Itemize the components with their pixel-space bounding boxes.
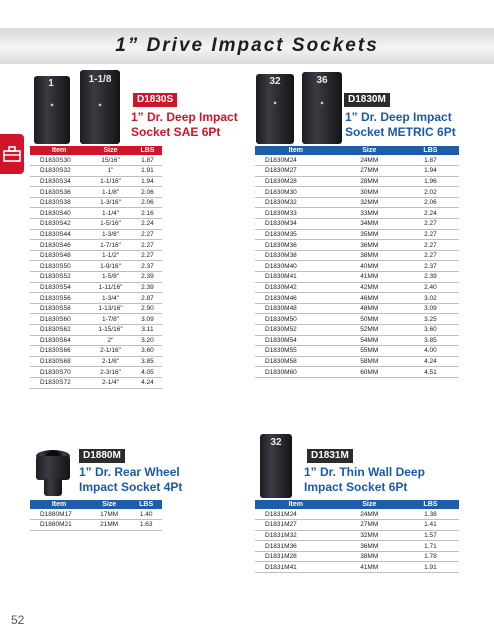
table-row (255, 346, 459, 357)
table-row (255, 335, 459, 346)
size-cell: 32MM (337, 197, 402, 208)
item-cell: D1830S48 (30, 250, 88, 261)
item-cell: D1830M48 (255, 303, 337, 314)
item-cell: D1830M30 (255, 187, 337, 198)
weight-cell: 1.91 (402, 562, 459, 573)
size-cell: 27MM (337, 166, 402, 177)
item-cell: D1831M28 (255, 551, 337, 562)
table-row (30, 176, 162, 187)
size-cell: 50MM (337, 314, 402, 325)
weight-cell: 1.96 (402, 176, 459, 187)
weight-cell: 1.57 (402, 530, 459, 541)
table-row (30, 187, 162, 198)
product-title-line: 1” Dr. Deep Impact (131, 110, 238, 124)
table-row (30, 303, 162, 314)
item-cell: D1830S62 (30, 325, 88, 336)
size-cell: 38MM (337, 250, 402, 261)
size-cell: 60MM (337, 367, 402, 378)
product-title-line: Impact Socket 4Pt (79, 480, 183, 494)
weight-cell: 2.90 (133, 303, 162, 314)
table-row (30, 367, 162, 378)
table-row (30, 208, 162, 219)
item-cell: D1830S64 (30, 335, 88, 346)
item-cell: D1830S46 (30, 240, 88, 251)
size-cell: 33MM (337, 208, 402, 219)
page-number: 52 (11, 613, 25, 627)
size-cell: 1-1/4" (88, 208, 133, 219)
table-row (255, 314, 459, 325)
table-row (30, 282, 162, 293)
item-cell: D1830M28 (255, 176, 337, 187)
size-cell: 58MM (337, 356, 402, 367)
weight-cell: 3.60 (133, 346, 162, 357)
item-cell: D1831M24 (255, 509, 337, 520)
size-cell: 36MM (337, 240, 402, 251)
item-cell: D1830S50 (30, 261, 88, 272)
item-cell: D1830M38 (255, 250, 337, 261)
table-row (255, 261, 459, 272)
size-cell: 2-1/16" (88, 346, 133, 357)
spec-table-d1830m (255, 146, 459, 378)
size-cell: 1-11/16" (88, 282, 133, 293)
item-cell: D1830S32 (30, 166, 88, 177)
item-cell: D1830M52 (255, 325, 337, 336)
page-title: 1” Drive Impact Sockets (115, 35, 379, 56)
weight-cell: 1.87 (133, 155, 162, 166)
product-title (79, 465, 182, 495)
table-row (30, 325, 162, 336)
item-cell: D1830S58 (30, 303, 88, 314)
size-cell: 30MM (337, 187, 402, 198)
item-cell: D1830M60 (255, 367, 337, 378)
size-cell: 1-15/16" (88, 325, 133, 336)
column-header: Size (88, 500, 130, 509)
size-cell: 54MM (337, 335, 402, 346)
size-cell: 17MM (88, 509, 130, 520)
spec-table-d1831m (255, 500, 459, 573)
table-row (255, 176, 459, 187)
product-title-line: 1” Dr. Thin Wall Deep (304, 465, 425, 479)
table-row (255, 219, 459, 230)
column-header: LBS (130, 500, 162, 509)
weight-cell: 2.27 (133, 240, 162, 251)
product-title-line: 1” Dr. Deep Impact (345, 110, 452, 124)
item-cell: D1830S66 (30, 346, 88, 357)
weight-cell: 1.78 (402, 551, 459, 562)
weight-cell: 4.24 (402, 356, 459, 367)
column-header: Size (337, 146, 402, 155)
size-cell: 52MM (337, 325, 402, 336)
item-cell: D1830S38 (30, 197, 88, 208)
table-row (30, 314, 162, 325)
table-row (30, 356, 162, 367)
weight-cell: 2.02 (402, 187, 459, 198)
weight-cell: 1.63 (130, 520, 162, 531)
size-cell: 24MM (337, 509, 402, 520)
column-header: Size (88, 146, 133, 155)
table-row (255, 520, 459, 531)
item-cell: D1831M36 (255, 541, 337, 552)
brand-logo: ◆ (320, 100, 324, 105)
table-row (255, 208, 459, 219)
weight-cell: 4.24 (133, 377, 162, 388)
socket-size-label: 32 (270, 437, 282, 448)
size-cell: 15/16" (88, 155, 133, 166)
table-row (30, 261, 162, 272)
weight-cell: 1.94 (133, 176, 162, 187)
product-code-badge: D1880M (79, 449, 125, 463)
socket-size-label: 32 (269, 76, 281, 87)
table-row (255, 293, 459, 304)
size-cell: 1-3/8" (88, 229, 133, 240)
column-header: LBS (402, 500, 459, 509)
weight-cell: 1.91 (133, 166, 162, 177)
item-cell: D1830S72 (30, 377, 88, 388)
weight-cell: 3.09 (402, 303, 459, 314)
table-row (255, 530, 459, 541)
weight-cell: 2.24 (133, 219, 162, 230)
item-cell: D1830S44 (30, 229, 88, 240)
weight-cell: 2.39 (133, 272, 162, 283)
table-row (255, 509, 459, 520)
table-row (30, 197, 162, 208)
size-cell: 35MM (337, 229, 402, 240)
toolbox-icon (2, 144, 22, 164)
weight-cell: 3.09 (133, 314, 162, 325)
item-cell: D1830M46 (255, 293, 337, 304)
socket-size-label: 1 (48, 78, 54, 89)
column-header: LBS (133, 146, 162, 155)
weight-cell: 2.40 (402, 282, 459, 293)
weight-cell: 2.39 (402, 272, 459, 283)
weight-cell: 2.39 (133, 282, 162, 293)
table-row (255, 229, 459, 240)
spec-table-d1830s (30, 146, 162, 389)
table-row (30, 229, 162, 240)
socket-size-label: 1-1/8 (88, 74, 112, 85)
weight-cell: 3.25 (402, 314, 459, 325)
size-cell: 46MM (337, 293, 402, 304)
size-cell: 2-1/8" (88, 356, 133, 367)
item-cell: D1831M32 (255, 530, 337, 541)
table-row (30, 240, 162, 251)
size-cell: 1-1/16" (88, 176, 133, 187)
size-cell: 38MM (337, 551, 402, 562)
weight-cell: 3.02 (402, 293, 459, 304)
item-cell: D1830M58 (255, 356, 337, 367)
item-cell: D1830S68 (30, 356, 88, 367)
size-cell: 41MM (337, 562, 402, 573)
weight-cell: 1.71 (402, 541, 459, 552)
weight-cell: 2.87 (133, 293, 162, 304)
table-row (30, 250, 162, 261)
product-title-line: 1” Dr. Rear Wheel (79, 465, 180, 479)
size-cell: 2-1/4" (88, 377, 133, 388)
size-cell: 55MM (337, 346, 402, 357)
item-cell: D1830M42 (255, 282, 337, 293)
item-cell: D1830S54 (30, 282, 88, 293)
brand-logo: ◆ (273, 100, 277, 105)
table-row (30, 520, 162, 531)
weight-cell: 2.06 (133, 187, 162, 198)
item-cell: D1830M41 (255, 272, 337, 283)
item-cell: D1830M35 (255, 229, 337, 240)
column-header: Item (30, 146, 88, 155)
weight-cell: 3.20 (133, 335, 162, 346)
item-cell: D1830M40 (255, 261, 337, 272)
title-banner (0, 28, 494, 64)
product-photo-d1880m (34, 450, 74, 498)
weight-cell: 2.27 (133, 250, 162, 261)
column-header: Item (255, 500, 337, 509)
weight-cell: 3.60 (402, 325, 459, 336)
table-row (255, 325, 459, 336)
table-row (30, 155, 162, 166)
weight-cell: 2.37 (133, 261, 162, 272)
product-photo-d1831m (258, 434, 294, 498)
product-title-line: Socket SAE 6Pt (131, 125, 221, 139)
weight-cell: 4.05 (133, 367, 162, 378)
size-cell: 27MM (337, 520, 402, 531)
weight-cell: 2.16 (133, 208, 162, 219)
table-row (255, 240, 459, 251)
weight-cell: 2.06 (133, 197, 162, 208)
item-cell: D1830M36 (255, 240, 337, 251)
table-row (255, 303, 459, 314)
weight-cell: 3.85 (133, 356, 162, 367)
table-row (255, 197, 459, 208)
column-header: LBS (402, 146, 459, 155)
item-cell: D1831M41 (255, 562, 337, 573)
item-cell: D1830S42 (30, 219, 88, 230)
table-row (255, 367, 459, 378)
weight-cell: 3.85 (402, 335, 459, 346)
size-cell: 1-13/16" (88, 303, 133, 314)
product-title (345, 110, 456, 140)
size-cell: 1-5/16" (88, 219, 133, 230)
item-cell: D1830S52 (30, 272, 88, 283)
item-cell: D1830M55 (255, 346, 337, 357)
size-cell: 41MM (337, 272, 402, 283)
item-cell: D1830M32 (255, 197, 337, 208)
table-row (30, 293, 162, 304)
table-row (255, 282, 459, 293)
column-header: Item (255, 146, 337, 155)
item-cell: D1830M24 (255, 155, 337, 166)
size-cell: 28MM (337, 176, 402, 187)
size-cell: 40MM (337, 261, 402, 272)
weight-cell: 2.27 (402, 219, 459, 230)
item-cell: D1880M17 (30, 509, 88, 520)
table-row (255, 541, 459, 552)
spec-table-d1880m (30, 500, 162, 531)
item-cell: D1830M54 (255, 335, 337, 346)
column-header: Item (30, 500, 88, 509)
size-cell: 21MM (88, 520, 130, 531)
size-cell: 24MM (337, 155, 402, 166)
table-row (30, 377, 162, 388)
item-cell: D1830M27 (255, 166, 337, 177)
weight-cell: 2.06 (402, 197, 459, 208)
size-cell: 1-7/16" (88, 240, 133, 251)
size-cell: 1-3/4" (88, 293, 133, 304)
product-code-badge: D1830M (344, 93, 390, 107)
item-cell: D1830S36 (30, 187, 88, 198)
weight-cell: 4.00 (402, 346, 459, 357)
brand-logo: ◆ (50, 102, 54, 107)
weight-cell: 2.27 (402, 240, 459, 251)
brand-logo: ◆ (98, 102, 102, 107)
table-row (255, 356, 459, 367)
size-cell: 2-3/16" (88, 367, 133, 378)
weight-cell: 2.37 (402, 261, 459, 272)
item-cell: D1830M33 (255, 208, 337, 219)
item-cell: D1830S56 (30, 293, 88, 304)
weight-cell: 4.51 (402, 367, 459, 378)
table-row (255, 155, 459, 166)
size-cell: 36MM (337, 541, 402, 552)
item-cell: D1830S34 (30, 176, 88, 187)
table-row (30, 166, 162, 177)
table-row (255, 551, 459, 562)
socket-size-label: 36 (316, 75, 328, 86)
weight-cell: 2.24 (402, 208, 459, 219)
size-cell: 34MM (337, 219, 402, 230)
product-title-line: Socket METRIC 6Pt (345, 125, 456, 139)
weight-cell: 1.38 (402, 509, 459, 520)
column-header: Size (337, 500, 402, 509)
table-row (30, 346, 162, 357)
product-title-line: Impact Socket 6Pt (304, 480, 408, 494)
table-row (30, 509, 162, 520)
size-cell: 1" (88, 166, 133, 177)
size-cell: 48MM (337, 303, 402, 314)
product-code-badge: D1831M (307, 449, 353, 463)
product-title (304, 465, 425, 495)
item-cell: D1830M50 (255, 314, 337, 325)
size-cell: 32MM (337, 530, 402, 541)
table-row (30, 219, 162, 230)
table-row (255, 187, 459, 198)
weight-cell: 1.41 (402, 520, 459, 531)
item-cell: D1831M27 (255, 520, 337, 531)
weight-cell: 1.94 (402, 166, 459, 177)
weight-cell: 3.11 (133, 325, 162, 336)
size-cell: 42MM (337, 282, 402, 293)
table-row (255, 272, 459, 283)
size-cell: 1-1/8" (88, 187, 133, 198)
table-row (255, 562, 459, 573)
product-photo-d1830s (30, 70, 130, 146)
size-cell: 1-5/8" (88, 272, 133, 283)
weight-cell: 1.40 (130, 509, 162, 520)
weight-cell: 2.27 (133, 229, 162, 240)
item-cell: D1880M21 (30, 520, 88, 531)
weight-cell: 1.87 (402, 155, 459, 166)
table-row (30, 272, 162, 283)
product-photo-d1830m (252, 70, 352, 146)
size-cell: 1-3/16" (88, 197, 133, 208)
product-code-badge: D1830S (133, 93, 177, 107)
table-row (255, 250, 459, 261)
item-cell: D1830M34 (255, 219, 337, 230)
item-cell: D1830S40 (30, 208, 88, 219)
side-section-tab (0, 134, 24, 174)
size-cell: 1-9/16" (88, 261, 133, 272)
item-cell: D1830S60 (30, 314, 88, 325)
size-cell: 2" (88, 335, 133, 346)
table-row (30, 335, 162, 346)
item-cell: D1830S30 (30, 155, 88, 166)
item-cell: D1830S70 (30, 367, 88, 378)
weight-cell: 2.27 (402, 229, 459, 240)
product-title (131, 110, 238, 140)
table-row (255, 166, 459, 177)
weight-cell: 2.27 (402, 250, 459, 261)
size-cell: 1-1/2" (88, 250, 133, 261)
size-cell: 1-7/8" (88, 314, 133, 325)
